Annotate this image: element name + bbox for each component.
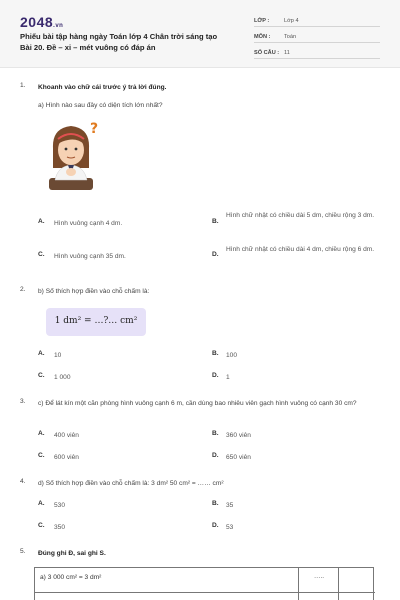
logo-suffix: .vn	[53, 23, 64, 29]
question-1-text: Khoanh vào chữ cái trước ý trả lời đúng.	[38, 84, 167, 91]
meta-count	[254, 46, 380, 59]
question-3-number: 3.	[20, 398, 26, 405]
q2-option-d-text[interactable]: 1	[226, 374, 230, 381]
q1-option-b-letter: B.	[212, 218, 219, 225]
question-1-subtext: a) Hình nào sau đây có diện tích lớn nhất?	[38, 102, 163, 109]
q3-option-d-text[interactable]: 650 viên	[226, 454, 251, 461]
meta-grade	[254, 14, 380, 27]
q1-option-d-letter: D.	[212, 251, 219, 258]
meta-subject-value: Toán	[284, 34, 297, 40]
question-4-number: 4.	[20, 478, 26, 485]
site-logo[interactable]	[20, 14, 63, 30]
q1-option-c-text[interactable]: Hình vuông cạnh 35 dm.	[54, 253, 126, 260]
question-5-text: Đúng ghi Đ, sai ghi S.	[38, 550, 106, 557]
question-4-text: d) Số thích hợp điền vào chỗ chấm là: 3 dm² 50 cm² = …… cm²	[38, 480, 224, 487]
document-header	[0, 0, 400, 68]
q2-option-d-letter: D.	[212, 372, 219, 379]
q4-option-c-letter: C.	[38, 522, 45, 529]
true-false-table	[34, 567, 374, 600]
meta-subject-label: MÔN :	[254, 34, 271, 40]
formula-text: 1 dm² = …?… cm²	[54, 316, 138, 326]
meta-count-value: 11	[284, 50, 290, 56]
q1-option-a-letter: A.	[38, 218, 45, 225]
q3-option-a-letter: A.	[38, 430, 45, 437]
q3-option-d-letter: D.	[212, 452, 219, 459]
q2-option-b-letter: B.	[212, 350, 219, 357]
svg-text:?: ?	[90, 121, 99, 137]
table-row-statement: a) 3 000 cm² = 3 dm²	[40, 574, 102, 581]
meta-count-label: SỐ CÂU :	[254, 50, 280, 56]
q1-option-a-text[interactable]: Hình vuông cạnh 4 dm.	[54, 220, 123, 227]
q3-option-a-text[interactable]: 400 viên	[54, 432, 79, 439]
table-row-divider	[35, 592, 375, 593]
meta-grade-value: Lớp 4	[284, 18, 299, 24]
q1-option-b-text[interactable]: Hình chữ nhật có chiều dài 5 dm, chiều rộng 3 dm.	[226, 212, 375, 219]
q4-option-c-text[interactable]: 350	[54, 524, 66, 531]
q2-option-a-letter: A.	[38, 350, 45, 357]
q1-option-c-letter: C.	[38, 251, 45, 258]
q2-option-c-text[interactable]: 1 000	[54, 374, 71, 381]
formula-box	[46, 308, 146, 336]
q3-option-b-letter: B.	[212, 430, 219, 437]
q1-option-d-text[interactable]: Hình chữ nhật có chiều dài 4 dm, chiều rộng 6 dm.	[226, 246, 375, 253]
q4-option-d-text[interactable]: 53	[226, 524, 234, 531]
q3-option-c-text[interactable]: 600 viên	[54, 454, 79, 461]
logo-main: 2048	[20, 14, 54, 30]
table-statement-column	[35, 568, 299, 600]
meta-grade-label: LỚP :	[254, 18, 270, 24]
question-5-number: 5.	[20, 548, 26, 555]
q4-option-b-letter: B.	[212, 500, 219, 507]
q3-option-b-text[interactable]: 360 viên	[226, 432, 251, 439]
q2-option-a-text[interactable]: 10	[54, 352, 62, 359]
question-3-text: c) Để lát kín một căn phòng hình vuông cạnh 6 m, cần dùng bao nhiêu viên gạch hình vuông có cạnh 30 cm?	[38, 400, 357, 407]
q4-option-d-letter: D.	[212, 522, 219, 529]
q3-option-c-letter: C.	[38, 452, 45, 459]
q4-option-a-text[interactable]: 530	[54, 502, 66, 509]
document-title: Phiếu bài tập hàng ngày Toán lớp 4 Chân trời sáng tạo Bài 20. Đề – xi – mét vuông có đáp án	[20, 32, 218, 52]
q2-option-c-letter: C.	[38, 372, 45, 379]
thinking-girl-illustration	[44, 118, 104, 198]
question-2-number: 2.	[20, 286, 26, 293]
q4-option-a-letter: A.	[38, 500, 45, 507]
q4-option-b-text[interactable]: 35	[226, 502, 234, 509]
question-2-text: b) Số thích hợp điền vào chỗ chấm là:	[38, 288, 150, 295]
q2-option-b-text[interactable]: 100	[226, 352, 238, 359]
question-1-number: 1.	[20, 82, 26, 89]
table-row-blank: …..	[313, 573, 325, 580]
meta-subject	[254, 30, 380, 43]
